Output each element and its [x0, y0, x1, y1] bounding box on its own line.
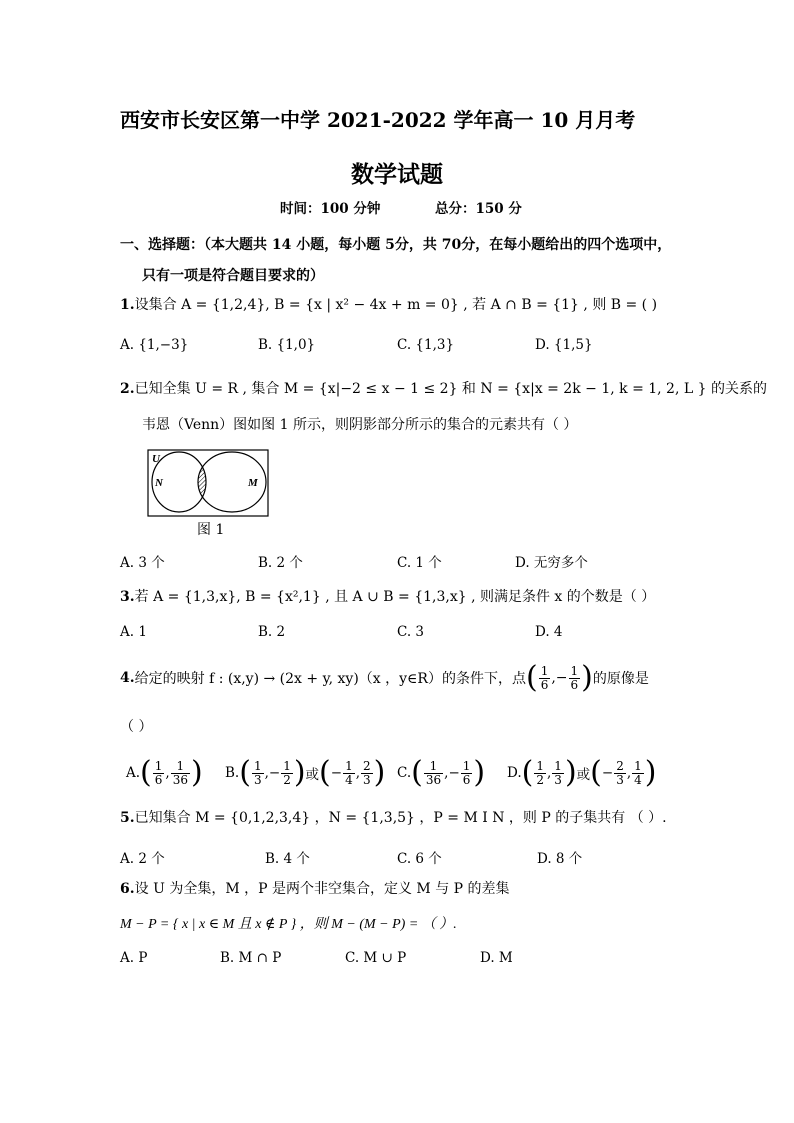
option-a: A. 3 个 [120, 555, 165, 571]
option-c: C. 1 个 [397, 555, 442, 571]
option-d: D. ( $\frac{1}{2}$ , $\frac{1}{3}$ ) 或 ( − $\frac{2}{3}$ , $\frac{1}{4}$ ) [507, 755, 657, 790]
option-a: A. 2 个 [120, 851, 165, 867]
question-text-line-2: 韦恩（Venn）图如图 1 所示，则阴影部分所示的集合的元素共有（ ） [142, 417, 578, 433]
fraction: $\frac{1}{6}$ [540, 663, 549, 692]
question-2 [120, 378, 767, 398]
question-number: 5. [120, 810, 135, 826]
option-b: B. {1,0} [258, 337, 316, 353]
question-number: 3. [120, 589, 135, 605]
fraction: $\frac{1}{6}$ [570, 663, 579, 692]
option-b: B. 2 [258, 624, 286, 640]
section-line-2: 只有一项是符合题目要求的） [142, 268, 324, 284]
option-d: D. 4 [535, 624, 563, 640]
option-d: D. {1,5} [535, 337, 593, 353]
answer-blank: （ ） [120, 719, 153, 735]
option-b: B. M ∩ P [220, 950, 282, 966]
option-a: A. 1 [120, 624, 147, 640]
question-text-line-1: 设 U 为全集，M ，P 是两个非空集合，定义 M 与 P 的差集 [134, 881, 510, 897]
exam-time: 时间：100 分钟 [280, 201, 381, 217]
option-b: B. ( $\frac{1}{3}$ , − $\frac{1}{2}$ ) 或 ( − $\frac{1}{4}$ , $\frac{2}{3}$ ) [225, 755, 386, 790]
question-5 [120, 807, 667, 827]
question-text: 给定的映射 f : (x,y) → (2x + y, xy)（x ，y∈R）的条件下，点 [134, 671, 526, 687]
option-c: C. 6 个 [397, 851, 442, 867]
question-text: 若 A = {1,3,x}, B = {x²,1} , 且 A ∪ B = {1,3,x} , 则满足条件 x 的个数是（ ） [134, 589, 656, 605]
question-4: 4. 给定的映射 f : (x,y) → (2x + y, xy)（x ，y∈R）的条件下，点 ( $\frac{1}{6}$ , − $\frac{1}{6}$ ) 的原像是 [120, 660, 649, 695]
question-text-line-1: 已知全集 U = R , 集合 M = {x|−2 ≤ x − 1 ≤ 2} 和 N = {x|x = 2k − 1, k = 1, 2, L } 的关系的 [134, 381, 767, 397]
question-number: 6. [120, 881, 135, 897]
subject-title: 数学试题 [351, 161, 443, 188]
question-text-line-2: M − P = { x | x ∈ M 且 x ∉ P } ，则 M − (M − P) = （ ）. [120, 917, 457, 932]
question-text: 设集合 A = {1,2,4}, B = {x | x² − 4x + m = 0} , 若 A ∩ B = {1} , 则 B = ( ) [134, 297, 658, 313]
venn-label-u: U [152, 453, 160, 465]
question-number: 2. [120, 381, 135, 397]
question-number: 4. [120, 670, 135, 686]
venn-label-n: N [155, 477, 163, 489]
venn-label-m: M [248, 477, 258, 489]
question-number: 1. [120, 297, 135, 313]
exam-title: 西安市长安区第一中学 2021-2022 学年高一 10 月月考 [120, 108, 636, 132]
option-c: C. ( $\frac{1}{36}$ , − $\frac{1}{6}$ ) [397, 755, 486, 790]
option-b: B. 4 个 [265, 851, 310, 867]
option-d: D. M [480, 950, 513, 966]
option-d: D. 8 个 [537, 851, 583, 867]
option-a: A. {1,−3} [120, 337, 189, 353]
option-c: C. {1,3} [397, 337, 455, 353]
question-text: 已知集合 M = {0,1,2,3,4} ，N = {1,3,5} ，P = M I N ，则 P 的子集共有 （ ）. [134, 810, 667, 826]
question-text-tail: 的原像是 [592, 671, 649, 687]
question-3 [120, 586, 655, 606]
section-heading [120, 230, 680, 292]
option-c: C. 3 [397, 624, 425, 640]
option-c: C. M ∪ P [345, 950, 407, 966]
question-6 [120, 878, 510, 898]
exam-total: 总分：150 分 [435, 201, 522, 217]
question-1 [120, 294, 657, 314]
option-d: D. 无穷多个 [515, 555, 588, 571]
option-b: B. 2 个 [258, 555, 303, 571]
option-a: A. P [120, 950, 148, 966]
venn-diagram [147, 449, 269, 517]
figure-caption: 图 1 [197, 522, 225, 538]
option-a: A. ( $\frac{1}{6}$ , $\frac{1}{36}$ ) [126, 755, 203, 790]
section-line-1: 一、选择题：（本大题共 14 小题，每小题 5分，共 70分，在每小题给出的四个选项中， [120, 237, 672, 253]
